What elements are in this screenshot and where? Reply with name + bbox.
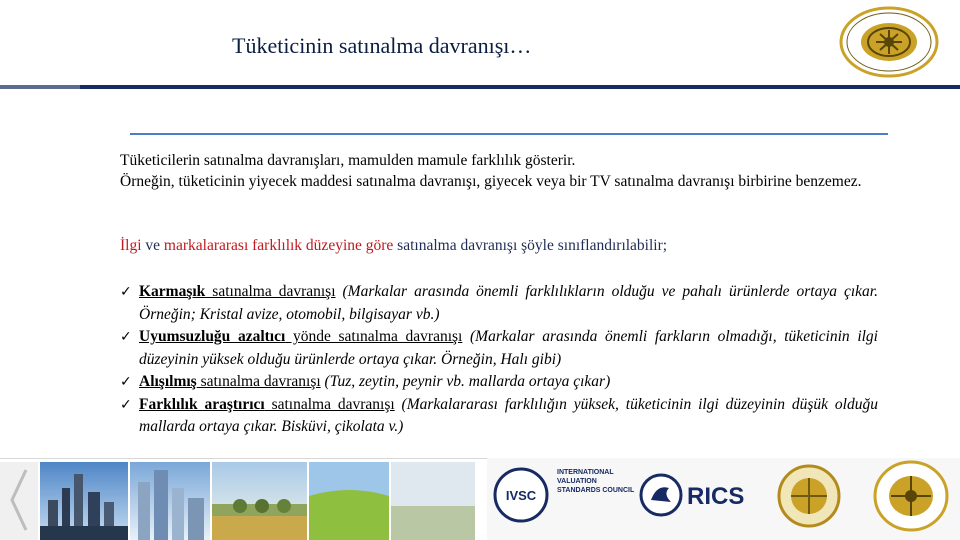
item-description: (Markalar arasında önemli farkların olmadığı, tüketicinin ilgi düzeyinin yüksek olduğu ürünlerde ortaya çıkar. Örneğin, Halı gibi) — [139, 328, 878, 368]
chevron-left-icon — [6, 464, 30, 536]
partner-logos-strip — [487, 458, 960, 540]
checkmark-icon: ✓ — [120, 396, 132, 413]
checkmark-icon: ✓ — [120, 284, 132, 300]
item-keyword: Karmaşık — [139, 283, 206, 300]
list-item-alisilmis — [120, 371, 878, 394]
university-seal-footer-logo — [875, 462, 947, 530]
list-item-karmasik — [120, 281, 878, 326]
item-keyword-rest: satınalma davranışı — [205, 283, 336, 300]
intro-paragraph — [120, 150, 880, 192]
item-keyword: Farklılık araştırıcı — [139, 395, 265, 413]
header-rule-accent — [0, 85, 80, 89]
item-keyword-rest: satınalma davranışı — [196, 373, 321, 390]
classification-keyword-brand: markalararası farklılık düzeyine göre — [163, 237, 394, 254]
classification-keyword-ilgi: İlgi — [120, 237, 142, 254]
university-seal-logo — [836, 6, 942, 78]
ottoman-emblem-logo — [779, 466, 839, 526]
checkmark-icon: ✓ — [120, 329, 132, 345]
header-rule — [0, 85, 960, 89]
city-landscape-photo-strip — [40, 462, 475, 540]
classification-sentence — [120, 235, 880, 256]
ivsc-caption: INTERNATIONAL VALUATION STANDARDS COUNCIL — [557, 469, 635, 494]
intro-line-1: Tüketicilerin satınalma davranışları, mamulden mamule farklılık gösterir. — [120, 152, 576, 169]
item-keyword: Uyumsuzluğu azaltıcı — [139, 328, 286, 345]
behavior-type-list — [120, 281, 878, 439]
content-divider — [130, 133, 888, 135]
classification-connector: ve — [141, 237, 164, 254]
rics-logo-label: RICS — [687, 483, 745, 510]
list-item-farklilik — [120, 394, 878, 439]
ivsc-logo-label: IVSC — [505, 488, 537, 503]
item-description: (Markalararası farklılığın yüksek, tüketicinin ilgi düzeyinin düşük olduğu mallarda ortaya çıkar. Bisküvi, çikolata v.) — [139, 395, 878, 435]
checkmark-icon: ✓ — [120, 374, 132, 390]
item-keyword-rest: yönde satınalma davranışı — [285, 328, 463, 345]
intro-line-2: Örneğin, tüketicinin yiyecek maddesi satınalma davranışı, giyecek veya bir TV satınalma davranışı birbirine benzemez. — [120, 173, 862, 190]
item-description: (Markalar arasında önemli farklılıkların olduğu ve pahalı ürünlerde ortaya çıkar. Örneğin; Kristal avize, otomobil, bilgisayar vb.) — [139, 283, 878, 323]
item-keyword: Alışılmış — [139, 373, 197, 390]
item-keyword-rest: satınalma davranışı — [264, 395, 395, 413]
ivsc-logo — [495, 468, 637, 524]
item-description: (Tuz, zeytin, peynir vb. mallarda ortaya çıkar) — [320, 373, 611, 390]
classification-rest: satınalma davranışı şöyle sınıflandırılabilir; — [393, 237, 668, 254]
page-title: Tüketicinin satınalma davranışı… — [232, 33, 532, 58]
list-item-uyumsuzluk — [120, 326, 878, 371]
